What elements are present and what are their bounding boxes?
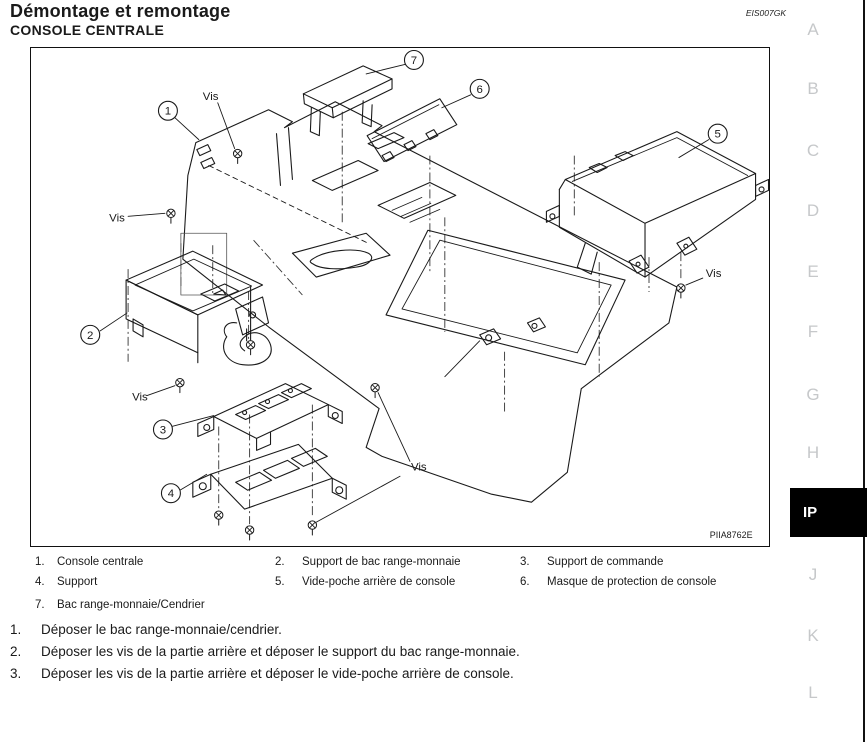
part-item <box>275 572 520 592</box>
part-label: Masque de protection de console <box>547 576 717 588</box>
part-vide-poche <box>546 132 768 277</box>
part-label: Bac range-monnaie/Cendrier <box>57 599 205 611</box>
section-title: CONSOLE CENTRALE <box>10 22 165 38</box>
callout-2 <box>81 325 100 344</box>
section-tab-h[interactable]: H <box>806 443 820 462</box>
center-lines <box>128 112 681 524</box>
vis-label: Vis <box>410 461 427 474</box>
part-item <box>30 595 275 615</box>
step-item <box>10 619 770 641</box>
callout-6 <box>470 79 489 98</box>
step-text: Déposer les vis de la partie arrière et déposer le vide-poche arrière de console. <box>41 666 514 681</box>
section-tab-g[interactable]: G <box>806 385 820 404</box>
step-item <box>10 641 770 663</box>
callout-1 <box>158 101 177 120</box>
parts-row <box>30 552 775 572</box>
figure-code: PIIA8762E <box>709 530 753 541</box>
section-tab-f[interactable]: F <box>807 322 819 341</box>
parts-row <box>30 572 775 592</box>
section-tab-ip-active[interactable]: IP <box>790 488 867 537</box>
part-support <box>193 444 346 509</box>
callout-7 <box>404 50 423 69</box>
part-number: 3. <box>520 556 530 568</box>
step-text: Déposer le bac range-monnaie/cendrier. <box>41 622 282 637</box>
section-tab-l[interactable]: L <box>808 683 818 702</box>
section-tab-c[interactable]: C <box>806 141 820 160</box>
section-tab-a[interactable]: A <box>807 20 819 39</box>
part-item <box>275 552 520 572</box>
callout-4 <box>161 484 180 503</box>
vis-label: Vis <box>132 391 148 404</box>
step-number: 3. <box>10 666 22 681</box>
parts-legend <box>30 552 775 615</box>
svg-text:3: 3 <box>159 424 167 437</box>
section-tab-k[interactable]: K <box>807 626 819 645</box>
svg-text:2: 2 <box>87 329 94 342</box>
vis-label: Vis <box>109 212 125 225</box>
part-label: Console centrale <box>57 556 144 568</box>
part-label: Support de commande <box>547 556 664 568</box>
parts-row <box>30 595 775 615</box>
procedure-steps <box>10 619 770 685</box>
part-masque-protection <box>367 99 457 162</box>
part-number: 1. <box>35 556 45 568</box>
part-number: 4. <box>35 576 45 588</box>
svg-text:5: 5 <box>714 128 721 141</box>
part-number: 5. <box>275 576 285 588</box>
section-tab-e[interactable]: E <box>807 262 819 281</box>
callout-5 <box>708 124 727 143</box>
svg-text:7: 7 <box>410 54 418 67</box>
part-item <box>520 572 775 592</box>
step-number: 2. <box>10 644 22 659</box>
page-title: Démontage et remontage <box>10 1 231 21</box>
step-number: 1. <box>10 622 22 637</box>
sidebar-rule <box>863 0 865 742</box>
svg-text:6: 6 <box>476 83 483 96</box>
step-text: Déposer les vis de la partie arrière et déposer le support du bac range-monnaie. <box>41 644 520 659</box>
doc-code: EIS007GK <box>745 8 786 18</box>
step-item <box>10 663 770 685</box>
part-number: 2. <box>275 556 285 568</box>
vis-label: Vis <box>705 268 722 281</box>
part-label: Support de bac range-monnaie <box>302 556 461 568</box>
section-tab-b[interactable]: B <box>807 79 819 98</box>
section-tab-j[interactable]: J <box>808 565 818 584</box>
svg-text:4: 4 <box>167 488 175 501</box>
part-label: Support <box>57 576 98 588</box>
exploded-diagram <box>31 48 769 546</box>
part-label: Vide-poche arrière de console <box>302 576 456 588</box>
part-item <box>30 552 275 572</box>
exploded-view-figure <box>30 47 770 547</box>
callout-3 <box>153 420 172 439</box>
part-item <box>520 552 775 572</box>
vis-label: Vis <box>202 90 219 103</box>
svg-text:1: 1 <box>164 105 172 118</box>
part-number: 6. <box>520 576 530 588</box>
part-bac-range-monnaie <box>303 66 392 136</box>
part-number: 7. <box>35 599 45 611</box>
callouts <box>81 50 727 502</box>
part-item <box>30 572 275 592</box>
part-support-commande <box>198 384 342 451</box>
section-tab-d[interactable]: D <box>806 201 820 220</box>
screws <box>167 149 685 540</box>
